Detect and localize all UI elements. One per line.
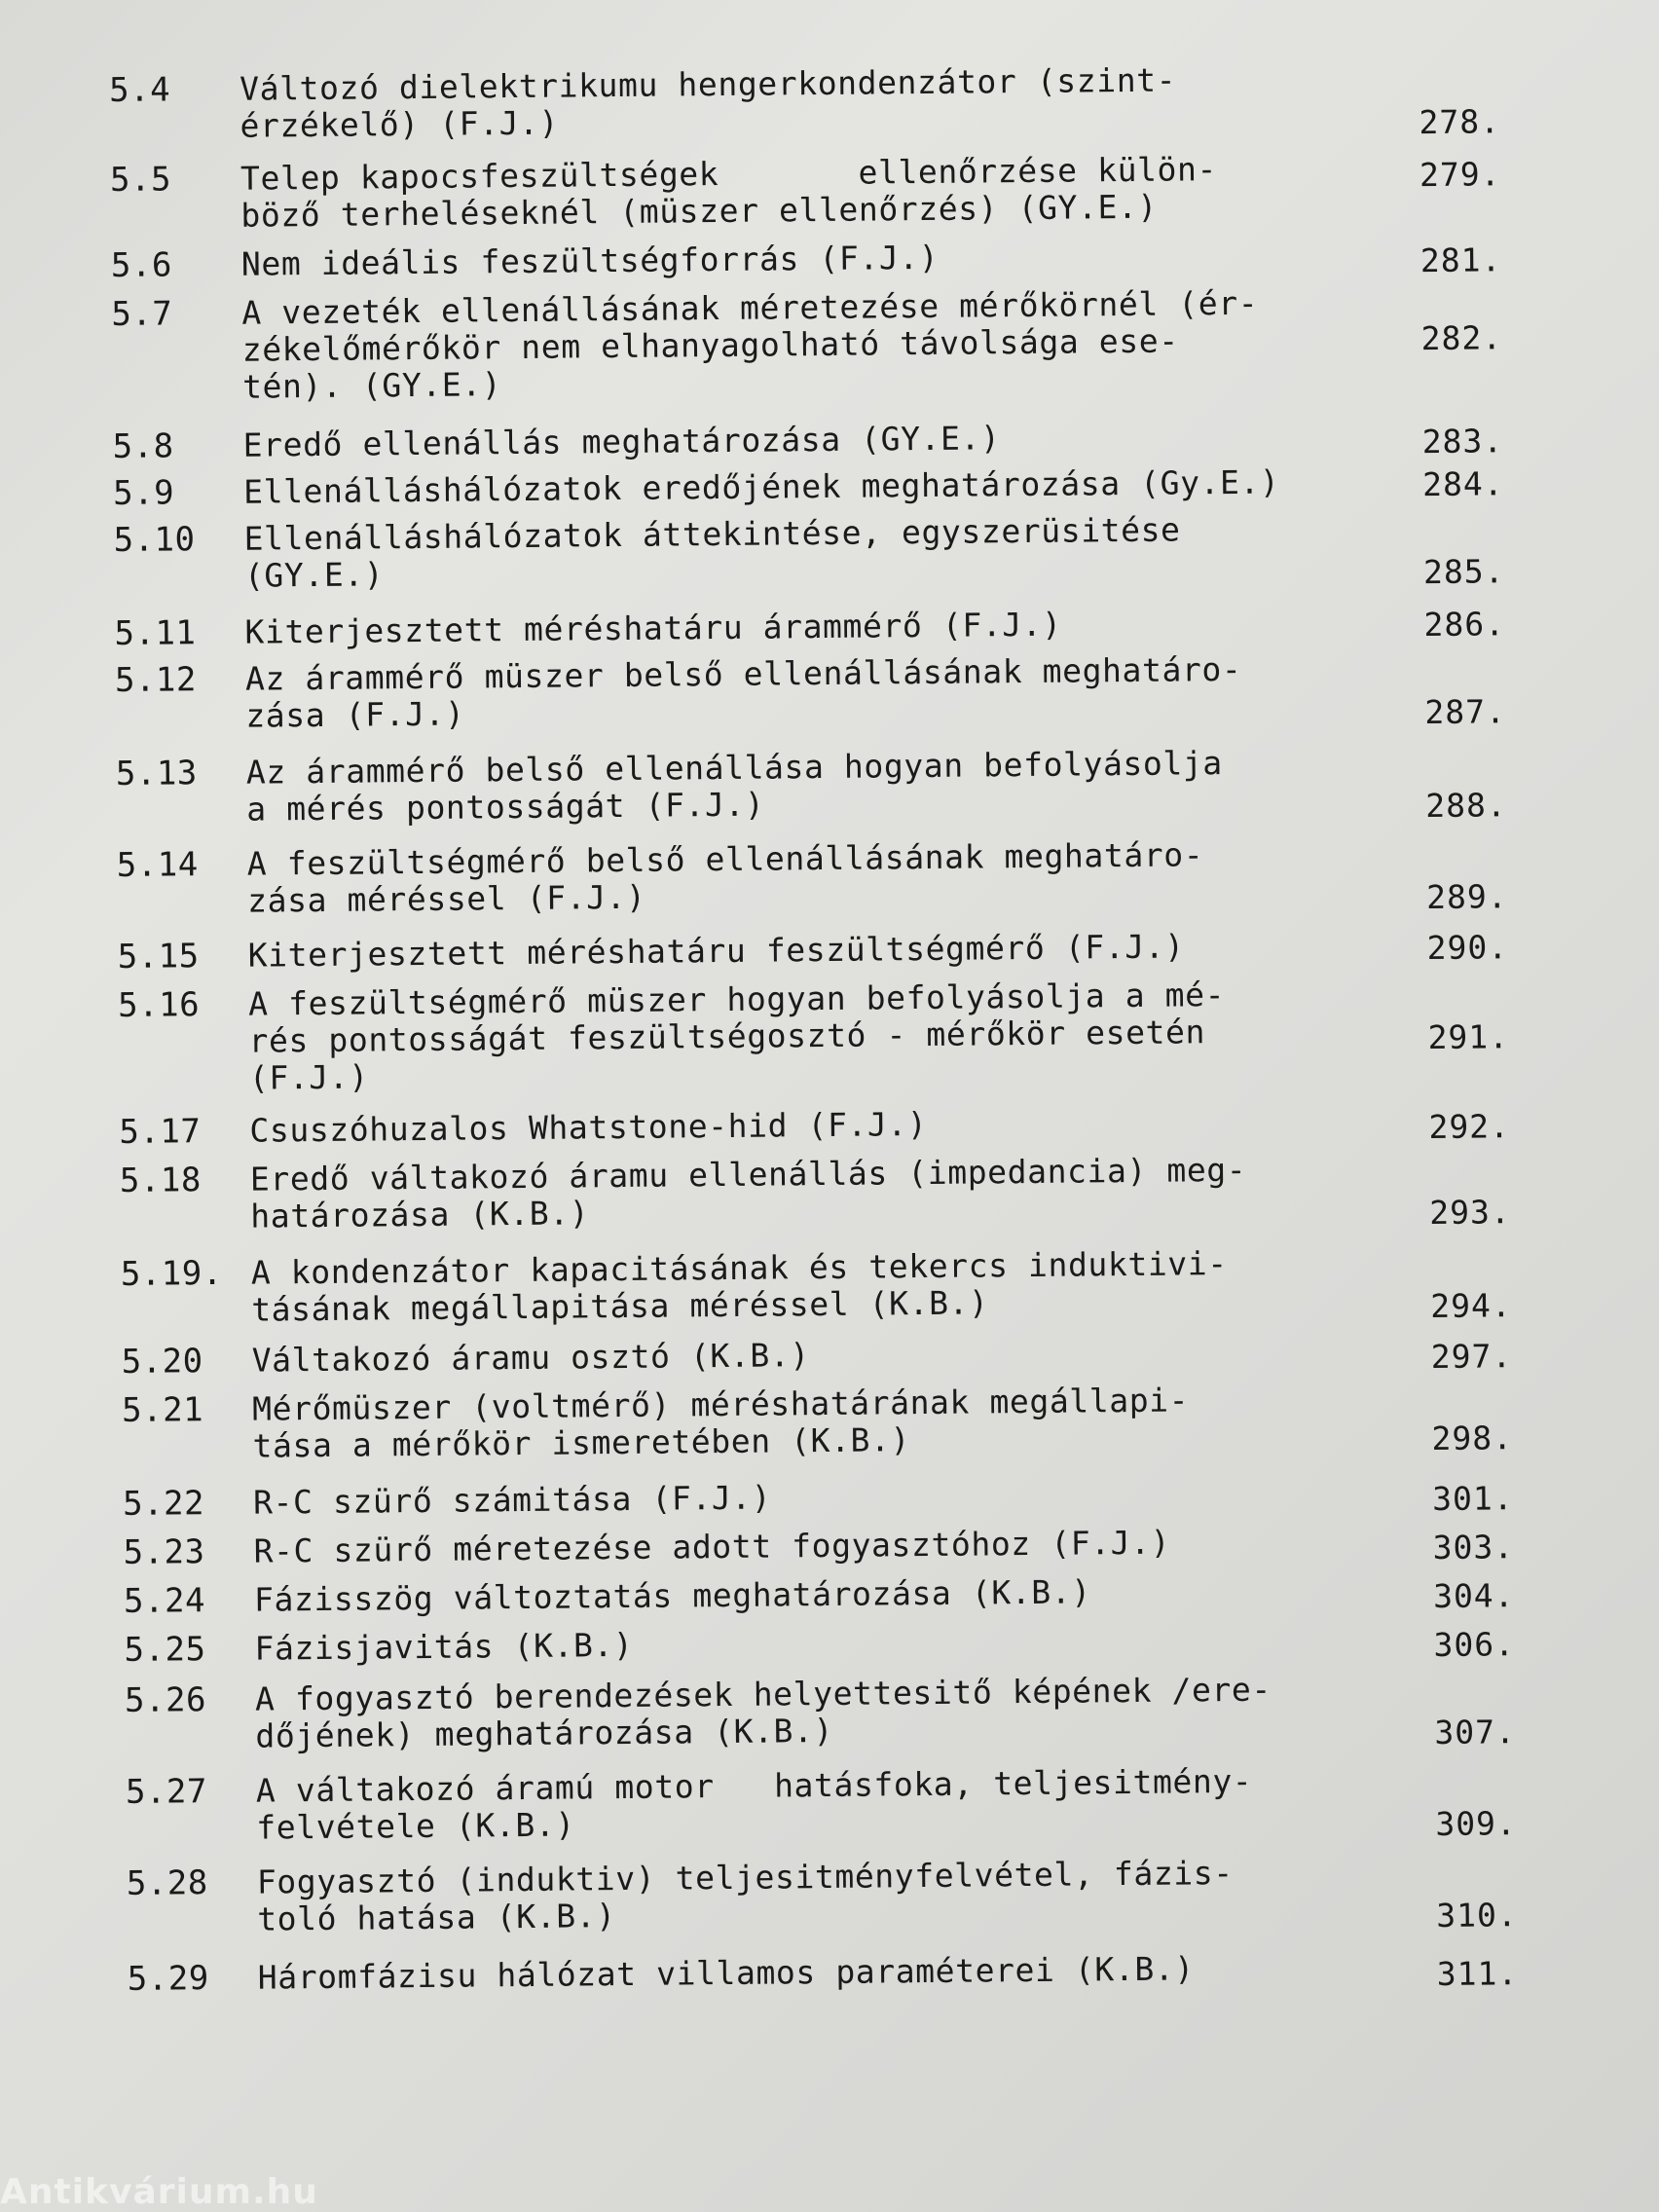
entry-title [257, 1853, 1407, 1937]
entry-title-line: Kiterjesztett méréshatáru feszültségmérő (F.J.) [247, 927, 1185, 975]
entry-page-number: 297. [1430, 1337, 1513, 1377]
entry-title [255, 1670, 1405, 1754]
entry-number: 5.15 [117, 937, 200, 977]
entry-title-line: A feszültségmérő belső ellenállásának meghatáro- [246, 835, 1204, 883]
entry-title [254, 1619, 1403, 1667]
entry-number: 5.22 [122, 1484, 205, 1524]
toc-entry-5-26 [125, 1669, 1557, 1756]
entry-title-line: tén). (GY.E.) [241, 365, 502, 406]
toc-entry-5-28 [127, 1852, 1559, 1939]
toc-entry-5-11 [114, 602, 1545, 652]
entry-number: 5.28 [126, 1863, 208, 1903]
toc-entry-5-7 [111, 282, 1543, 407]
entry-title-line: A kondenzátor kapacitásának és tekercs induktivi- [250, 1244, 1228, 1292]
entry-title [253, 1473, 1402, 1521]
entry-title-line: Nem ideális feszültségforrás (F.J.) [240, 238, 940, 283]
toc-entry-5-4 [109, 58, 1541, 146]
entry-number: 5.4 [108, 70, 171, 110]
entry-title-line: Eredő ellenállás meghatározása (GY.E.) [242, 419, 1001, 464]
entry-number: 5.6 [110, 245, 173, 285]
entry-title-line: (GY.E.) [243, 555, 385, 595]
entry-title-line: (F.J.) [248, 1057, 369, 1097]
entry-title-line: böző terheléseknél (müszer ellenőrzés) (GY.E.) [240, 187, 1159, 235]
entry-title-line: Kiterjesztett méréshatáru árammérő (F.J.) [244, 605, 1062, 651]
entry-number: 5.14 [116, 845, 199, 885]
toc-entry-5-17 [119, 1100, 1550, 1151]
entry-page-number: 278. [1419, 102, 1501, 142]
entry-title [240, 149, 1390, 234]
entry-number: 5.17 [119, 1112, 202, 1152]
entry-page-number: 291. [1427, 1017, 1510, 1057]
entry-title-line: érzékelő) (F.J.) [240, 103, 560, 145]
entry-title [241, 283, 1391, 405]
entry-title-line: Ellenálláshálózatok eredőjének meghatározása (Gy.E.) [242, 462, 1280, 511]
entry-number: 5.24 [123, 1581, 206, 1621]
entry-title-line: Változó dielektrikumu hengerkondenzátor (szint- [239, 60, 1177, 108]
entry-title [240, 59, 1389, 144]
entry-number: 5.16 [118, 985, 201, 1025]
entry-title-line: Az árammérő müszer belső ellenállásának meghatáro- [244, 649, 1242, 698]
entry-title-line: Háromfázisu hálózat villamos paraméterei (K.B.) [257, 1949, 1195, 1997]
entry-title [243, 509, 1393, 594]
toc-entry-5-25 [124, 1618, 1555, 1669]
entry-number: 5.20 [121, 1342, 203, 1382]
entry-page-number: 298. [1431, 1419, 1514, 1458]
toc-entry-5-27 [126, 1760, 1558, 1848]
entry-page-number: 292. [1428, 1107, 1511, 1147]
toc-entry-5-24 [124, 1569, 1555, 1620]
toc-entry-5-5 [110, 148, 1542, 236]
entry-title-line: R-C szürő méretezése adott fogyasztóhoz (F.J.) [253, 1523, 1171, 1570]
entry-title-line: Mérőmüszer (voltmérő) méréshatárának megállapi- [252, 1381, 1190, 1428]
entry-page-number: 301. [1431, 1479, 1514, 1519]
entry-title [245, 649, 1395, 734]
toc-entry-5-22 [123, 1472, 1554, 1523]
entry-number: 5.23 [123, 1532, 205, 1572]
entry-title [250, 1150, 1400, 1235]
entry-number: 5.10 [113, 520, 196, 560]
entry-title [243, 462, 1392, 510]
entry-title-line: A fogyasztó berendezések helyettesitő képének /ere- [254, 1670, 1272, 1718]
entry-title-line: Fázisjavitás (K.B.) [254, 1625, 634, 1668]
entry-title [249, 1101, 1398, 1149]
table-of-contents [109, 58, 1559, 2009]
entry-page-number: 285. [1422, 552, 1505, 592]
entry-title [252, 1380, 1402, 1464]
entry-number: 5.27 [125, 1772, 208, 1812]
entry-page-number: 303. [1432, 1528, 1515, 1567]
entry-number: 5.21 [122, 1390, 204, 1430]
entry-page-number: 286. [1423, 605, 1506, 645]
entry-page-number: 310. [1436, 1896, 1518, 1936]
entry-title [244, 603, 1393, 650]
toc-entry-5-10 [113, 508, 1545, 596]
entry-title [248, 975, 1398, 1096]
entry-page-number: 290. [1426, 928, 1509, 968]
entry-title [258, 1948, 1407, 1996]
entry-title-line: A feszültségmérő müszer hogyan befolyásolja a mé- [248, 976, 1226, 1023]
entry-title-line: Telep kapocsfeszültségek ellenőrzése külön- [240, 150, 1218, 198]
entry-page-number: 282. [1420, 318, 1503, 358]
entry-title [246, 743, 1396, 828]
toc-entry-5-23 [123, 1521, 1554, 1571]
entry-page-number: 279. [1419, 155, 1501, 195]
entry-title [241, 235, 1390, 282]
entry-title-line: a mérés pontosságát (F.J.) [246, 785, 765, 829]
entry-number: 5.19. [120, 1253, 223, 1294]
toc-entry-5-20 [122, 1330, 1553, 1381]
entry-page-number: 283. [1421, 422, 1504, 461]
entry-page-number: 311. [1436, 1954, 1519, 1993]
entry-title [248, 926, 1397, 974]
entry-title-line: toló hatása (K.B.) [257, 1897, 616, 1938]
toc-entry-5-29 [128, 1947, 1559, 1998]
entry-title-line: felvétele (K.B.) [256, 1805, 575, 1847]
entry-title [243, 416, 1392, 463]
entry-page-number: 289. [1426, 877, 1508, 917]
entry-page-number: 306. [1433, 1625, 1516, 1665]
entry-title [256, 1761, 1406, 1846]
entry-page-number: 307. [1434, 1713, 1517, 1752]
entry-title-line: A váltakozó áramú motor hatásfoka, teljesitmény- [255, 1761, 1253, 1810]
entry-page-number: 294. [1430, 1286, 1512, 1326]
entry-title [254, 1570, 1403, 1618]
toc-entry-5-12 [115, 648, 1547, 736]
entry-title-line: Eredő váltakozó áramu ellenállás (impedancia) meg- [249, 1150, 1247, 1198]
entry-number: 5.26 [124, 1680, 207, 1720]
entry-number: 5.7 [111, 294, 173, 334]
toc-entry-5-9 [113, 461, 1544, 512]
entry-title-line: rés pontosságát feszültségosztó - mérőkör esetén [248, 1013, 1206, 1060]
toc-entry-5-16 [118, 974, 1550, 1098]
entry-title-line: Csuszóhuzalos Whatstone-hid (F.J.) [249, 1104, 928, 1150]
entry-title [247, 834, 1397, 919]
entry-page-number: 304. [1432, 1576, 1515, 1616]
entry-number: 5.29 [127, 1959, 209, 1999]
entry-title-line: Fázisszög változtatás meghatározása (K.B.) [253, 1572, 1091, 1619]
toc-entry-5-14 [117, 833, 1549, 921]
toc-entry-5-21 [122, 1379, 1554, 1466]
entry-page-number: 281. [1419, 240, 1502, 280]
entry-title-line: tása a mérőkör ismeretében (K.B.) [252, 1420, 911, 1465]
entry-title-line: zása méréssel (F.J.) [246, 877, 646, 920]
entry-title-line: Ellenálláshálózatok áttekintése, egyszerüsitése [243, 510, 1181, 558]
toc-entry-5-6 [111, 234, 1542, 284]
entry-page-number: 288. [1425, 786, 1507, 826]
entry-title [251, 1243, 1401, 1328]
entry-title-line: Fogyasztó (induktiv) teljesitményfelvétel, fázis- [256, 1854, 1234, 1901]
entry-title-line: zékelőmérőkör nem elhanyagolható távolsága ese- [241, 321, 1179, 369]
entry-page-number: 287. [1424, 692, 1507, 732]
entry-title-line: zása (F.J.) [245, 694, 465, 735]
watermark: Antikvárium.hu [0, 2172, 318, 2212]
entry-title-line: határozása (K.B.) [250, 1194, 590, 1235]
toc-entry-5-18 [120, 1149, 1552, 1236]
toc-entry-5-15 [118, 925, 1549, 976]
entry-number: 5.5 [109, 160, 172, 200]
entry-page-number: 293. [1429, 1193, 1511, 1233]
entry-title-line: dőjének) meghatározása (K.B.) [255, 1711, 834, 1755]
entry-title-line: A vezeték ellenállásának méretezése mérőkörnél (ér- [241, 283, 1259, 332]
entry-number: 5.9 [112, 473, 175, 513]
entry-number: 5.12 [114, 660, 198, 700]
toc-entry-5-19 [121, 1242, 1553, 1330]
toc-entry-5-8 [113, 415, 1544, 465]
entry-page-number: 309. [1435, 1804, 1518, 1844]
entry-number: 5.13 [115, 754, 198, 793]
entry-title-line: Az árammérő belső ellenállása hogyan befolyásolja [245, 744, 1223, 792]
entry-title-line: Váltakozó áramu osztó (K.B.) [251, 1336, 810, 1380]
entry-number: 5.11 [114, 613, 197, 653]
entry-number: 5.8 [112, 426, 174, 466]
entry-title-line: R-C szürő számitása (F.J.) [252, 1478, 772, 1522]
entry-title [253, 1522, 1402, 1569]
entry-number: 5.25 [124, 1630, 206, 1670]
entry-number: 5.18 [119, 1161, 203, 1200]
entry-title-line: tásának megállapitása méréssel (K.B.) [251, 1283, 989, 1329]
entry-page-number: 284. [1421, 464, 1504, 504]
toc-entry-5-13 [116, 742, 1548, 830]
entry-title [252, 1331, 1401, 1379]
